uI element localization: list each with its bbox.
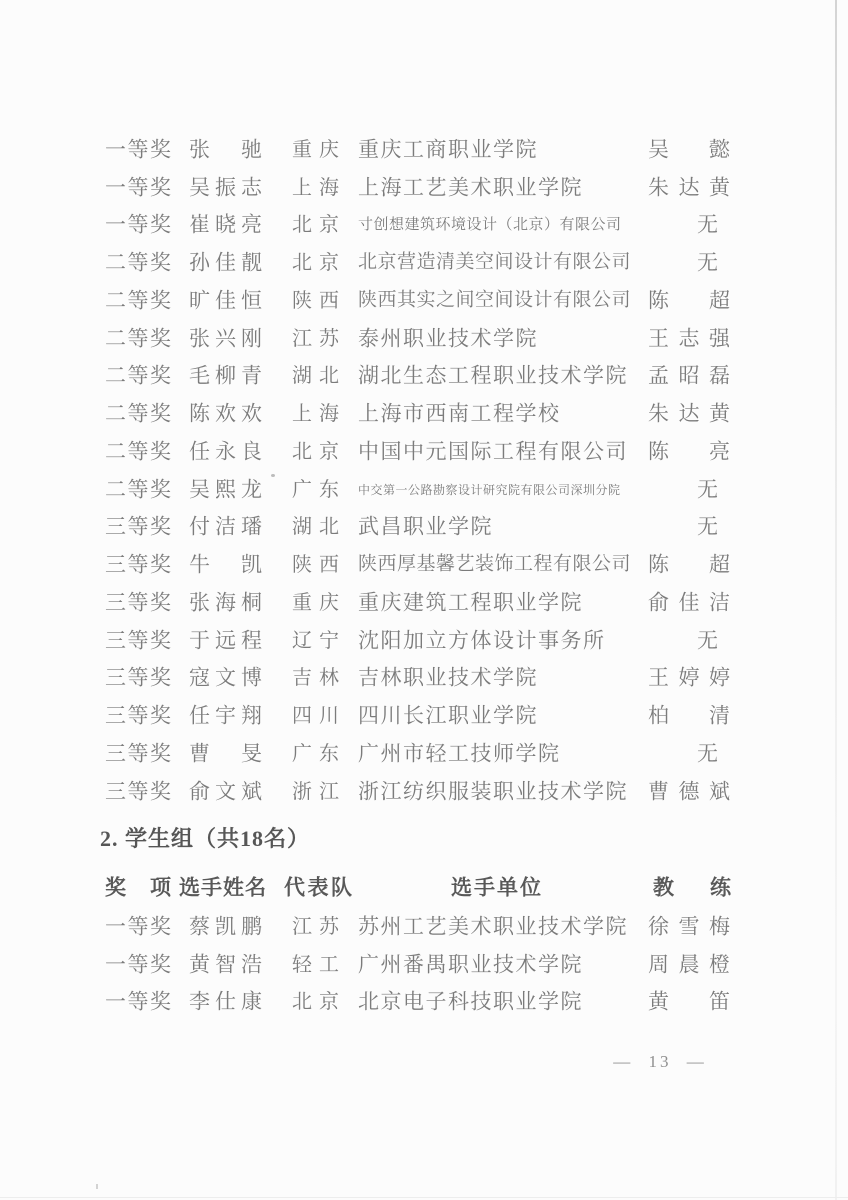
unit-cell: 上海工艺美术职业学院	[358, 175, 583, 200]
team-cell: 北京	[292, 440, 339, 463]
team-cell: 北京	[292, 252, 339, 275]
coach-cell: 无	[697, 477, 718, 502]
header-contestant-name: 选手姓名	[179, 875, 267, 900]
page-number: — 13 —	[613, 1052, 707, 1071]
team-cell: 陕西	[292, 289, 339, 312]
coach-cell: 陈 超	[648, 552, 730, 577]
table-row	[0, 509, 848, 547]
unit-cell: 中国中元国际工程有限公司	[358, 439, 628, 464]
award-cell: 二等奖	[105, 288, 171, 313]
coach-cell: 陈 超	[648, 288, 730, 313]
award-cell: 二等奖	[105, 326, 171, 351]
award-cell: 三等奖	[105, 552, 171, 577]
scan-bottom-edge-artifact	[0, 1197, 848, 1198]
unit-cell: 重庆建筑工程职业学院	[358, 590, 583, 615]
table-row	[0, 984, 848, 1022]
coach-cell: 无	[697, 741, 718, 766]
unit-cell: 泰州职业技术学院	[358, 326, 538, 351]
team-cell: 北京	[292, 214, 339, 237]
contestant-name-cell: 毛柳青	[189, 363, 262, 388]
team-cell: 上海	[292, 176, 339, 199]
coach-cell: 吴 懿	[648, 137, 730, 162]
team-cell: 北京	[292, 991, 339, 1014]
team-cell: 重庆	[292, 138, 339, 161]
team-cell: 轻工	[292, 953, 339, 976]
student-table-header-row	[0, 869, 848, 907]
team-cell: 广东	[292, 742, 339, 765]
award-cell: 三等奖	[105, 703, 171, 728]
scan-speck	[96, 1184, 98, 1189]
table-row	[0, 320, 848, 358]
coach-cell: 王婷婷	[648, 665, 730, 690]
team-cell: 湖北	[292, 365, 339, 388]
contestant-name-cell: 付洁璠	[189, 514, 262, 539]
header-team: 代表队	[284, 875, 352, 900]
coach-cell: 黄 笛	[648, 989, 730, 1014]
table-row	[0, 244, 848, 282]
table-row	[0, 735, 848, 773]
contestant-name-cell: 任永良	[189, 439, 262, 464]
header-unit: 选手单位	[451, 875, 543, 900]
contestant-name-cell: 吴熙龙	[189, 477, 262, 502]
coach-cell: 陈 亮	[648, 439, 730, 464]
award-cell: 三等奖	[105, 665, 171, 690]
table-row	[0, 622, 848, 660]
unit-cell: 四川长江职业学院	[358, 703, 538, 728]
unit-cell: 广州番禺职业技术学院	[358, 952, 583, 977]
award-cell: 三等奖	[105, 590, 171, 615]
award-cell: 一等奖	[105, 137, 171, 162]
header-coach: 教 练	[653, 875, 731, 900]
coach-cell: 无	[697, 514, 718, 539]
contestant-name-cell: 牛 凯	[189, 552, 262, 577]
table-row	[0, 584, 848, 622]
unit-cell: 陕西其实之间空间设计有限公司	[358, 289, 632, 311]
unit-cell: 北京电子科技职业学院	[358, 989, 583, 1014]
unit-cell: 陕西厚基馨艺装饰工程有限公司	[358, 553, 632, 575]
unit-cell: 寸创想建筑环境设计（北京）有限公司	[358, 217, 622, 234]
award-cell: 三等奖	[105, 779, 171, 804]
table-row	[0, 282, 848, 320]
contestant-name-cell: 任宇翔	[189, 703, 262, 728]
team-cell: 吉林	[292, 667, 339, 690]
award-cell: 一等奖	[105, 175, 171, 200]
award-cell: 二等奖	[105, 363, 171, 388]
team-cell: 上海	[292, 403, 339, 426]
team-cell: 广东	[292, 478, 339, 501]
unit-cell: 沈阳加立方体设计事务所	[358, 628, 606, 653]
unit-cell: 中交第一公路勘察设计研究院有限公司深圳分院	[358, 482, 621, 497]
unit-cell: 上海市西南工程学校	[358, 401, 561, 426]
unit-cell: 苏州工艺美术职业技术学院	[358, 914, 628, 939]
contestant-name-cell: 俞文斌	[189, 779, 262, 804]
student-group-table	[0, 908, 848, 1021]
team-cell: 辽宁	[292, 629, 339, 652]
contestant-name-cell: 寇文博	[189, 665, 262, 690]
award-cell: 一等奖	[105, 212, 171, 237]
contestant-name-cell: 吴振志	[189, 175, 262, 200]
student-group-heading: 2. 学生组（共18名）	[100, 826, 311, 851]
table-row	[0, 207, 848, 245]
unit-cell: 重庆工商职业学院	[358, 137, 538, 162]
award-cell: 三等奖	[105, 628, 171, 653]
coach-cell: 曹德斌	[648, 779, 730, 804]
coach-cell: 周晨橙	[648, 952, 730, 977]
award-cell: 一等奖	[105, 914, 171, 939]
contestant-name-cell: 陈欢欢	[189, 401, 262, 426]
table-row	[0, 546, 848, 584]
contestant-name-cell: 孙佳靓	[189, 250, 262, 275]
coach-cell: 俞佳洁	[648, 590, 730, 615]
team-cell: 重庆	[292, 591, 339, 614]
contestant-name-cell: 黄智浩	[189, 952, 262, 977]
coach-cell: 王志强	[648, 326, 730, 351]
award-cell: 三等奖	[105, 741, 171, 766]
contestant-name-cell: 崔晓亮	[189, 212, 262, 237]
table-row	[0, 773, 848, 811]
coach-cell: 无	[697, 250, 718, 275]
unit-cell: 广州市轻工技师学院	[358, 741, 561, 766]
coach-cell: 朱达黄	[648, 401, 730, 426]
table-row	[0, 433, 848, 471]
contestant-name-cell: 李仕康	[189, 989, 262, 1014]
contestant-name-cell: 张 驰	[189, 137, 262, 162]
contestant-name-cell: 于远程	[189, 628, 262, 653]
coach-cell: 徐雪梅	[648, 914, 730, 939]
award-cell: 一等奖	[105, 989, 171, 1014]
table-row	[0, 946, 848, 984]
contestant-name-cell: 张兴刚	[189, 326, 262, 351]
unit-cell: 浙江纺织服装职业技术学院	[358, 779, 628, 804]
table-row	[0, 395, 848, 433]
contestant-name-cell: 张海桐	[189, 590, 262, 615]
award-cell: 一等奖	[105, 952, 171, 977]
team-cell: 四川	[292, 705, 339, 728]
contestant-name-cell: 曹 旻	[189, 741, 262, 766]
professional-group-table	[0, 131, 848, 811]
table-row	[0, 697, 848, 735]
team-cell: 浙江	[292, 780, 339, 803]
unit-cell: 吉林职业技术学院	[358, 665, 538, 690]
coach-cell: 朱达黄	[648, 175, 730, 200]
table-row	[0, 358, 848, 396]
table-row	[0, 908, 848, 946]
contestant-name-cell: 旷佳恒	[189, 288, 262, 313]
team-cell: 陕西	[292, 554, 339, 577]
unit-cell: 北京营造清美空间设计有限公司	[358, 251, 632, 273]
team-cell: 湖北	[292, 516, 339, 539]
table-row	[0, 169, 848, 207]
team-cell: 江苏	[292, 327, 339, 350]
table-row	[0, 131, 848, 169]
coach-cell: 柏 清	[648, 703, 730, 728]
award-cell: 二等奖	[105, 250, 171, 275]
header-award: 奖 项	[105, 875, 171, 900]
award-cell: 二等奖	[105, 477, 171, 502]
coach-cell: 无	[697, 212, 718, 237]
unit-cell: 湖北生态工程职业技术学院	[358, 363, 628, 388]
award-cell: 二等奖	[105, 401, 171, 426]
table-row	[0, 471, 848, 509]
coach-cell: 孟昭磊	[648, 363, 730, 388]
contestant-name-cell: 蔡凯鹏	[189, 914, 262, 939]
table-row	[0, 660, 848, 698]
unit-cell: 武昌职业学院	[358, 514, 493, 539]
team-cell: 江苏	[292, 915, 339, 938]
coach-cell: 无	[697, 628, 718, 653]
award-cell: 三等奖	[105, 514, 171, 539]
award-cell: 二等奖	[105, 439, 171, 464]
